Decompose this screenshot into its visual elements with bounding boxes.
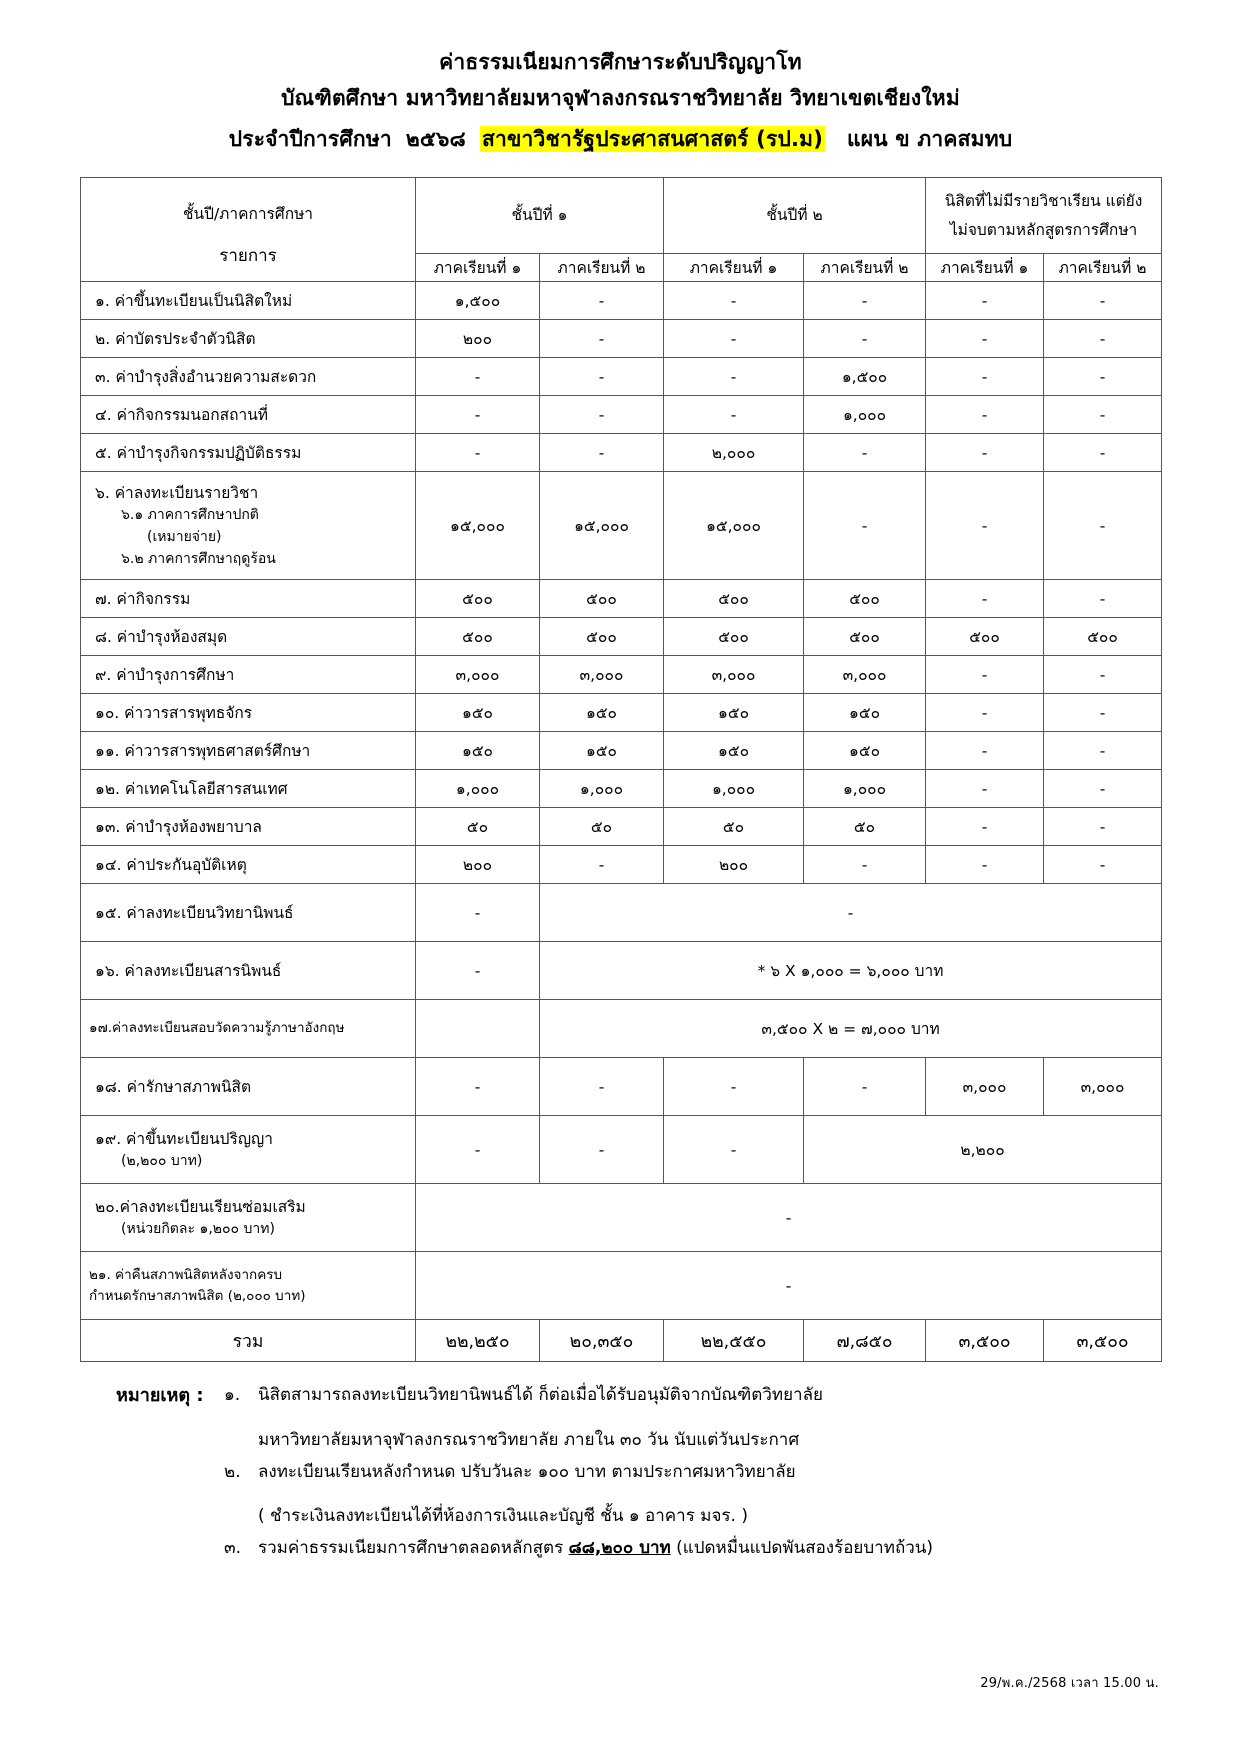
cell: ๑,๐๐๐ — [416, 770, 540, 808]
note-item-1 — [116, 1384, 1161, 1418]
cell-merged: ๒,๒๐๐ — [804, 1116, 1162, 1184]
row-label: ๑๗.ค่าลงทะเบียนสอบวัดความรู้ภาษาอังกฤษ — [81, 1000, 416, 1058]
cell: - — [1044, 358, 1162, 396]
cell: - — [926, 846, 1044, 884]
cell: ๑๕๐ — [540, 694, 664, 732]
table-row — [81, 942, 1162, 1000]
cell: - — [926, 580, 1044, 618]
note-text-pre: รวมค่าธรรมเนียมการศึกษาตลอดหลักสูตร — [258, 1537, 569, 1558]
header-year2: ชั้นปีที่ ๒ — [664, 178, 926, 254]
cell: - — [1044, 580, 1162, 618]
cell-merged: * ๖ X ๑,๐๐๐ = ๖,๐๐๐ บาท — [540, 942, 1162, 1000]
note-item-2 — [116, 1461, 1161, 1495]
cell: - — [1044, 396, 1162, 434]
row-label: ๑. ค่าขึ้นทะเบียนเป็นนิสิตใหม่ — [81, 282, 416, 320]
table-row — [81, 1058, 1162, 1116]
cell: - — [926, 694, 1044, 732]
cell: ๓,๐๐๐ — [926, 1058, 1044, 1116]
row-label: ๗. ค่ากิจกรรม — [81, 580, 416, 618]
table-row — [81, 472, 1162, 580]
row-sublabel-1: กำหนดรักษาสภาพนิสิต (๒,๐๐๐ บาท) — [89, 1287, 306, 1304]
header-extra-l1: นิสิตที่ไม่มีรายวิชาเรียน แต่ยัง — [944, 192, 1143, 211]
cell: - — [664, 282, 804, 320]
cell: - — [1044, 472, 1162, 580]
note-text-post: (แปดหมื่นแปดพันสองร้อยบาทถ้วน) — [670, 1537, 934, 1558]
cell: - — [540, 358, 664, 396]
cell-merged: - — [540, 884, 1162, 942]
cell: ๕๐๐ — [664, 580, 804, 618]
cell: - — [926, 434, 1044, 472]
cell: - — [416, 1116, 540, 1184]
cell: ๑,๐๐๐ — [664, 770, 804, 808]
cell: ๑๕๐ — [804, 694, 926, 732]
cell: ๑๕๐ — [416, 732, 540, 770]
cell: ๕๐ — [804, 808, 926, 846]
header-item-column — [81, 178, 416, 282]
cell: - — [540, 320, 664, 358]
cell: - — [1044, 770, 1162, 808]
total-label: รวม — [81, 1320, 416, 1362]
table-row — [81, 1184, 1162, 1252]
header-year1: ชั้นปีที่ ๑ — [416, 178, 664, 254]
cell: - — [664, 320, 804, 358]
table-head — [81, 178, 1162, 282]
cell-merged: - — [416, 1252, 1162, 1320]
cell: - — [926, 472, 1044, 580]
note-continuation: ( ชำระเงินลงทะเบียนได้ที่ห้องการเงินและบัญชี ชั้น ๑ อาคาร มจร. ) — [258, 1505, 748, 1526]
cell: - — [804, 472, 926, 580]
cell: - — [540, 846, 664, 884]
row-label: ๑๐. ค่าวารสารพุทธจักร — [81, 694, 416, 732]
cell: ๕๐๐ — [416, 580, 540, 618]
cell: - — [926, 358, 1044, 396]
cell: - — [804, 434, 926, 472]
total-cell: ๓,๕๐๐ — [1044, 1320, 1162, 1362]
table-body — [81, 282, 1162, 1362]
cell: - — [540, 396, 664, 434]
fee-table — [80, 177, 1162, 1362]
row-label: ๑๖. ค่าลงทะเบียนสารนิพนธ์ — [81, 942, 416, 1000]
row-label: ๖. ค่าลงทะเบียนรายวิชา — [95, 484, 259, 503]
row-label: ๑๓. ค่าบำรุงห้องพยาบาล — [81, 808, 416, 846]
row-label: ๒. ค่าบัตรประจำตัวนิสิต — [81, 320, 416, 358]
cell: ๑,๐๐๐ — [804, 396, 926, 434]
subtitle-program — [80, 118, 1161, 160]
table-row — [81, 396, 1162, 434]
table-row — [81, 732, 1162, 770]
cell: ๒,๐๐๐ — [664, 434, 804, 472]
cell: - — [926, 770, 1044, 808]
cell: - — [416, 884, 540, 942]
row-label-group — [81, 472, 416, 580]
cell-merged: ๓,๕๐๐ X ๒ = ๗,๐๐๐ บาท — [540, 1000, 1162, 1058]
header-item-l1: ชั้นปี/ภาคการศึกษา — [182, 204, 314, 223]
table-row — [81, 434, 1162, 472]
table-row — [81, 618, 1162, 656]
cell: - — [926, 282, 1044, 320]
row-sublabel-1: (หน่วยกิตละ ๑,๒๐๐ บาท) — [121, 1221, 275, 1238]
header-extra-l2: ไม่จบตามหลักสูตรการศึกษา — [949, 220, 1138, 239]
cell: ๑๕๐ — [664, 732, 804, 770]
cell: - — [1044, 320, 1162, 358]
row-label: ๑๑. ค่าวารสารพุทธศาสตร์ศึกษา — [81, 732, 416, 770]
row-sublabel-2: (เหมายจ่าย) — [147, 529, 222, 546]
note-number: ๒. — [224, 1461, 241, 1482]
cell: - — [664, 1058, 804, 1116]
cell: ๑๕,๐๐๐ — [540, 472, 664, 580]
header-y2-sem1: ภาคเรียนที่ ๑ — [664, 254, 804, 282]
cell: - — [804, 282, 926, 320]
cell: - — [540, 434, 664, 472]
table-row — [81, 656, 1162, 694]
total-cell: ๓,๕๐๐ — [926, 1320, 1044, 1362]
total-cell: ๗,๘๕๐ — [804, 1320, 926, 1362]
cell: - — [926, 320, 1044, 358]
note-continuation: มหาวิทยาลัยมหาจุฬาลงกรณราชวิทยาลัย ภายใน ๓๐ วัน นับแต่วันประกาศ — [258, 1429, 800, 1450]
cell: - — [926, 732, 1044, 770]
cell: ๕๐๐ — [1044, 618, 1162, 656]
cell: ๕๐๐ — [416, 618, 540, 656]
cell: ๓,๐๐๐ — [540, 656, 664, 694]
cell: - — [416, 434, 540, 472]
cell: - — [416, 358, 540, 396]
total-cell: ๒๒,๒๕๐ — [416, 1320, 540, 1362]
row-label-group — [81, 1184, 416, 1252]
table-row — [81, 808, 1162, 846]
plan-label: แผน ข ภาคสมทบ — [847, 127, 1013, 152]
note-number: ๓. — [224, 1537, 242, 1558]
table-row — [81, 846, 1162, 884]
header-y1-sem2: ภาคเรียนที่ ๒ — [540, 254, 664, 282]
cell: - — [1044, 846, 1162, 884]
cell: - — [1044, 656, 1162, 694]
page-title: ค่าธรรมเนียมการศึกษาระดับปริญญาโท — [439, 50, 802, 74]
table-row — [81, 1000, 1162, 1058]
table-row — [81, 1252, 1162, 1320]
header-y2-sem2: ภาคเรียนที่ ๒ — [804, 254, 926, 282]
total-program-fee: ๘๘,๒๐๐ บาท — [568, 1537, 671, 1558]
row-sublabel-3: ๖.๒ ภาคการศึกษาฤดูร้อน — [121, 550, 276, 567]
cell: - — [664, 1116, 804, 1184]
cell: - — [540, 1058, 664, 1116]
table-row — [81, 694, 1162, 732]
table-row — [81, 282, 1162, 320]
cell: ๕๐ — [664, 808, 804, 846]
cell: - — [664, 396, 804, 434]
note-text: ลงทะเบียนเรียนหลังกำหนด ปรับวันละ ๑๐๐ บาท ตามประกาศมหาวิทยาลัย — [258, 1461, 796, 1482]
notes-section — [80, 1384, 1161, 1558]
cell: ๓,๐๐๐ — [1044, 1058, 1162, 1116]
note-number: ๑. — [224, 1385, 241, 1406]
document-title-block — [80, 46, 1161, 160]
cell: ๓,๐๐๐ — [804, 656, 926, 694]
table-row — [81, 358, 1162, 396]
table-row — [81, 580, 1162, 618]
cell: ๕๐ — [540, 808, 664, 846]
cell: - — [804, 1058, 926, 1116]
row-sublabel-1: (๒,๒๐๐ บาท) — [121, 1153, 203, 1170]
total-cell: ๒๒,๕๕๐ — [664, 1320, 804, 1362]
header-item-l2: รายการ — [219, 246, 277, 267]
table-row — [81, 1116, 1162, 1184]
cell: ๑,๕๐๐ — [416, 282, 540, 320]
notes-heading: หมายเหตุ : — [116, 1385, 204, 1407]
cell: ๑,๐๐๐ — [540, 770, 664, 808]
row-label: ๑๙. ค่าขึ้นทะเบียนปริญญา — [95, 1130, 273, 1149]
cell: ๒๐๐ — [416, 846, 540, 884]
cell: ๑,๐๐๐ — [804, 770, 926, 808]
cell: - — [1044, 732, 1162, 770]
cell: ๕๐ — [416, 808, 540, 846]
cell: - — [540, 282, 664, 320]
row-label: ๑๘. ค่ารักษาสภาพนิสิต — [81, 1058, 416, 1116]
cell: ๒๐๐ — [416, 320, 540, 358]
row-label: ๑๒. ค่าเทคโนโลยีสารสนเทศ — [81, 770, 416, 808]
cell: - — [926, 656, 1044, 694]
cell: - — [926, 808, 1044, 846]
cell: ๕๐๐ — [664, 618, 804, 656]
cell: ๑๕๐ — [804, 732, 926, 770]
total-cell: ๒๐,๓๕๐ — [540, 1320, 664, 1362]
subtitle-institution: บัณฑิตศึกษา มหาวิทยาลัยมหาจุฬาลงกรณราชวิทยาลัย วิทยาเขตเชียงใหม่ — [281, 85, 960, 110]
print-timestamp: 29/พ.ค./2568 เวลา 15.00 น. — [980, 1676, 1159, 1691]
header-y1-sem1: ภาคเรียนที่ ๑ — [416, 254, 540, 282]
row-label: ๓. ค่าบำรุงสิ่งอำนวยความสะดวก — [81, 358, 416, 396]
academic-year-value: ๒๕๖๘ — [405, 127, 466, 152]
cell: ๑๕๐ — [540, 732, 664, 770]
cell: - — [416, 396, 540, 434]
cell: - — [804, 846, 926, 884]
header-extra — [926, 178, 1162, 254]
cell: - — [540, 1116, 664, 1184]
cell: - — [664, 358, 804, 396]
row-label: ๔. ค่ากิจกรรมนอกสถานที่ — [81, 396, 416, 434]
academic-year-label: ประจำปีการศึกษา — [228, 127, 392, 152]
cell: ๑๕๐ — [664, 694, 804, 732]
row-label: ๙. ค่าบำรุงการศึกษา — [81, 656, 416, 694]
cell: ๕๐๐ — [804, 618, 926, 656]
cell: ๓,๐๐๐ — [416, 656, 540, 694]
cell: - — [926, 396, 1044, 434]
cell: - — [804, 320, 926, 358]
program-highlight: สาขาวิชารัฐประศาสนศาสตร์ (รป.ม) — [481, 127, 823, 152]
table-row — [81, 884, 1162, 942]
cell: ๕๐๐ — [926, 618, 1044, 656]
note-text: นิสิตสามารถลงทะเบียนวิทยานิพนธ์ได้ ก็ต่อเมื่อได้รับอนุมัติจากบัณฑิตวิทยาลัย — [258, 1385, 823, 1406]
cell: ๑,๕๐๐ — [804, 358, 926, 396]
cell: ๒๐๐ — [664, 846, 804, 884]
header-ex-sem1: ภาคเรียนที่ ๑ — [926, 254, 1044, 282]
row-label: ๒๑. ค่าคืนสภาพนิสิตหลังจากครบ — [89, 1267, 283, 1284]
cell: - — [416, 1058, 540, 1116]
cell: ๑๕๐ — [416, 694, 540, 732]
cell: - — [416, 942, 540, 1000]
header-ex-sem2: ภาคเรียนที่ ๒ — [1044, 254, 1162, 282]
note-item-3 — [116, 1537, 1161, 1559]
table-row — [81, 320, 1162, 358]
cell — [416, 1000, 540, 1058]
table-row — [81, 770, 1162, 808]
table-total-row — [81, 1320, 1162, 1362]
cell: ๓,๐๐๐ — [664, 656, 804, 694]
cell: - — [1044, 694, 1162, 732]
cell: - — [1044, 434, 1162, 472]
cell: ๕๐๐ — [540, 618, 664, 656]
cell: ๑๕,๐๐๐ — [664, 472, 804, 580]
row-label: ๒๐.ค่าลงทะเบียนเรียนซ่อมเสริม — [95, 1198, 306, 1217]
cell: ๕๐๐ — [540, 580, 664, 618]
cell: - — [1044, 282, 1162, 320]
row-label: ๘. ค่าบำรุงห้องสมุด — [81, 618, 416, 656]
row-label-group — [81, 1116, 416, 1184]
row-label: ๑๕. ค่าลงทะเบียนวิทยานิพนธ์ — [81, 884, 416, 942]
cell: - — [1044, 808, 1162, 846]
cell: ๕๐๐ — [804, 580, 926, 618]
row-label: ๑๔. ค่าประกันอุบัติเหตุ — [81, 846, 416, 884]
cell: ๑๕,๐๐๐ — [416, 472, 540, 580]
row-label: ๕. ค่าบำรุงกิจกรรมปฏิบัติธรรม — [81, 434, 416, 472]
row-label-group — [81, 1252, 416, 1320]
row-sublabel-1: ๖.๑ ภาคการศึกษาปกติ — [121, 507, 259, 524]
cell-merged: - — [416, 1184, 1162, 1252]
